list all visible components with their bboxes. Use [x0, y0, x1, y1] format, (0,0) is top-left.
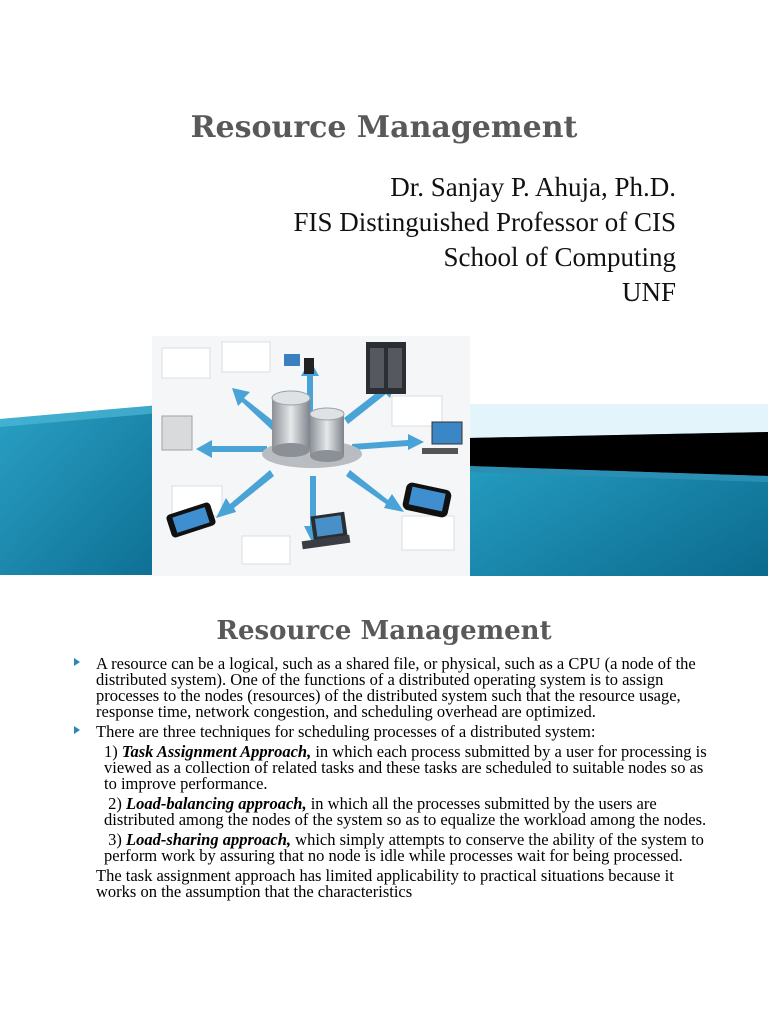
- decorative-band-left: [0, 405, 160, 575]
- slide-title: Resource Management: [190, 110, 578, 145]
- item-text: in which all the processes submitted by the users are distributed among the nodes of the system so as to equalize the workload among the nodes.: [104, 794, 707, 829]
- closing-paragraph: The task assignment approach has limited applicability to practical situations because it works on the assumption that the characteristics: [96, 866, 674, 901]
- bullet-arrow-icon: [74, 658, 80, 666]
- item-text: which simply attempts to conserve the ability of the system to perform work by assuring that no node is idle while processes wait for being processed.: [104, 830, 704, 865]
- item-text: in which each process submitted by a user for processing is viewed as a collection of related tasks and these tasks are scheduled to suitable nodes so as to improve performance.: [104, 742, 707, 793]
- item-lead: Task Assignment Approach,: [121, 742, 312, 761]
- list-item: [74, 796, 714, 828]
- bullet-arrow-icon: [74, 726, 80, 734]
- slide-body: [74, 656, 714, 904]
- author-name: Dr. Sanjay P. Ahuja, Ph.D.: [390, 172, 676, 202]
- author-block: [293, 170, 676, 310]
- bullet-resource-definition: [74, 656, 714, 720]
- network-resources-illustration: [152, 336, 470, 576]
- bullet-text: A resource can be a logical, such as a shared file, or physical, such as a CPU (a node of the distributed system). One of the functions of a distributed operating system is to assign processes to the nodes (resources) of the distributed system such that the resource usage, response time, network congestion, and scheduling overhead are optimized.: [96, 654, 696, 721]
- item-lead: Load-balancing approach,: [126, 794, 307, 813]
- list-item: [74, 832, 714, 864]
- item-number: 2): [108, 794, 122, 813]
- item-number: 3): [108, 830, 122, 849]
- decorative-band-right: [468, 404, 768, 576]
- author-school: School of Computing: [443, 242, 676, 272]
- bullet-techniques: [74, 724, 714, 740]
- content-slide: [0, 576, 768, 1024]
- author-university: UNF: [621, 277, 676, 307]
- item-lead: Load-sharing approach,: [126, 830, 292, 849]
- author-role: FIS Distinguished Professor of CIS: [293, 207, 676, 237]
- item-number: 1): [104, 742, 118, 761]
- slide-title: Resource Management: [216, 616, 552, 646]
- bullet-text: There are three techniques for scheduling processes of a distributed system:: [96, 722, 596, 741]
- list-item: [74, 744, 714, 792]
